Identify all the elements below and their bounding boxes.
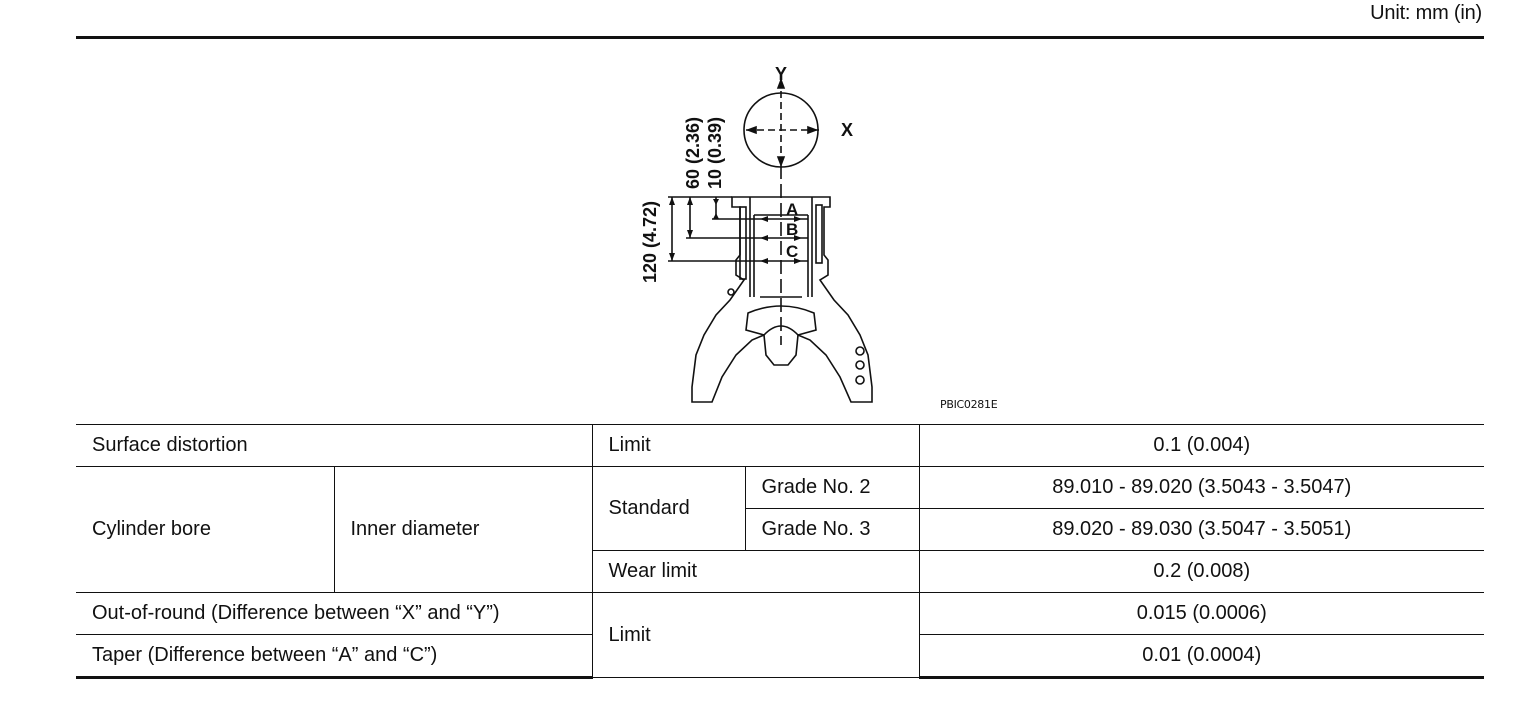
cell-value: 0.01 (0.0004): [919, 635, 1484, 678]
label-y: Y: [775, 64, 788, 84]
cylinder-bore-diagram: [620, 55, 1040, 420]
cell-item: Taper (Difference between “A” and “C”): [76, 635, 592, 678]
unit-label: Unit: mm (in): [1370, 2, 1482, 24]
cell-value: 89.010 - 89.020 (3.5043 - 3.5047): [919, 467, 1484, 509]
cell-value: 0.1 (0.004): [919, 425, 1484, 467]
cell-standard: Standard: [592, 467, 745, 551]
table-row: [76, 593, 1484, 635]
label-c: C: [786, 242, 799, 261]
cell-item: Surface distortion: [76, 425, 592, 467]
dim-60-label: 60 (2.36): [683, 116, 703, 189]
left-water-jacket: [740, 207, 746, 279]
cell-value: 89.020 - 89.030 (3.5047 - 3.5051): [919, 509, 1484, 551]
cell-value: 0.015 (0.0006): [919, 593, 1484, 635]
label-a: A: [786, 200, 799, 219]
cell-type: Wear limit: [592, 551, 919, 593]
label-b: B: [786, 220, 799, 239]
table-row: [76, 425, 1484, 467]
cell-value: 0.2 (0.008): [919, 551, 1484, 593]
figure-code: PBIC0281E: [940, 398, 998, 411]
x-arrow: [808, 127, 816, 133]
cell-type: Limit: [592, 425, 919, 467]
cell-sub: Inner diameter: [334, 467, 592, 593]
cell-item: Cylinder bore: [76, 467, 334, 593]
table-row: [76, 467, 1484, 509]
cell-grade: Grade No. 3: [745, 509, 919, 551]
label-x: X: [841, 120, 854, 140]
dim-120-label: 120 (4.72): [640, 200, 660, 283]
cylinder-bore-svg: [620, 55, 1040, 420]
block-outline: [692, 197, 872, 402]
top-rule: [76, 36, 1484, 39]
right-water-jacket: [816, 205, 822, 263]
cell-item: Out-of-round (Difference between “X” and “Y”): [76, 593, 592, 635]
dim-10-label: 10 (0.39): [705, 116, 725, 189]
cell-grade: Grade No. 2: [745, 467, 919, 509]
specification-table: [76, 424, 1484, 679]
cell-type: Limit: [592, 593, 919, 678]
